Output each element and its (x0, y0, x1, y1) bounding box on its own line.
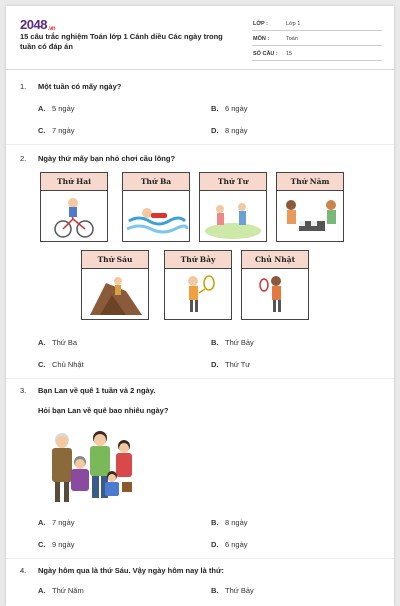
q4-option-a[interactable]: A. Thứ Năm (38, 586, 84, 595)
day-card-label: Thứ Hai (41, 173, 107, 191)
day-card-thursday (276, 172, 344, 242)
q3-option-d[interactable]: D. 6 ngày (211, 540, 248, 549)
q1-option-d[interactable]: D. 8 ngày (211, 126, 248, 135)
climbing-icon (82, 269, 148, 319)
q3-option-b[interactable]: B. 8 ngày (211, 518, 248, 527)
badminton-icon (242, 269, 308, 319)
swimming-icon (123, 191, 189, 241)
q2-option-b[interactable]: B. Thứ Bảy (211, 338, 254, 347)
day-card-label: Chủ Nhật (242, 251, 308, 269)
divider (6, 144, 394, 145)
q2-option-d[interactable]: D. Thứ Tư (211, 360, 251, 369)
worksheet-page (6, 6, 394, 606)
day-card-label: Thứ Ba (123, 173, 189, 191)
site-logo[interactable]: 2048.vn (20, 17, 56, 32)
day-card-label: Thứ Sáu (82, 251, 148, 269)
playing-outdoors-icon (200, 191, 266, 241)
question-1-title: 1. Một tuần có mấy ngày? (20, 82, 122, 91)
q2-option-c[interactable]: C. Chủ Nhật (38, 360, 84, 369)
meta-row-class: LỚP : Lớp 1 (252, 16, 382, 31)
q3-option-c[interactable]: C. 9 ngày (38, 540, 75, 549)
day-card-tuesday (122, 172, 190, 242)
day-card-saturday (164, 250, 232, 320)
day-card-sunday (241, 250, 309, 320)
tennis-icon (165, 269, 231, 319)
day-card-label: Thứ Tư (200, 173, 266, 191)
question-2-title: 2. Ngày thứ mấy bạn nhỏ chơi cầu lông? (20, 154, 176, 163)
day-card-wednesday (199, 172, 267, 242)
q3-option-a[interactable]: A. 7 ngày (38, 518, 75, 527)
meta-table (252, 16, 382, 61)
divider (6, 558, 394, 559)
family-illustration (44, 426, 140, 508)
cycling-icon (41, 191, 107, 241)
day-card-friday (81, 250, 149, 320)
meta-row-subject: MÔN : Toán (252, 31, 382, 46)
q4-option-b[interactable]: B. Thứ Bảy (211, 586, 254, 595)
worksheet-header (6, 6, 394, 70)
day-card-label: Thứ Năm (277, 173, 343, 191)
q1-option-b[interactable]: B. 6 ngày (211, 104, 248, 113)
document-title: 15 câu trắc nghiệm Toán lớp 1 Cánh diều Các ngày trong tuần có đáp án (20, 32, 223, 51)
meta-row-count: SỐ CÂU : 15 (252, 46, 382, 61)
q2-option-a[interactable]: A. Thứ Ba (38, 338, 78, 347)
question-4-title: 4. Ngày hôm qua là thứ Sáu. Vậy ngày hôm nay là thứ: (20, 566, 224, 575)
divider (6, 378, 394, 379)
q1-option-c[interactable]: C. 7 ngày (38, 126, 75, 135)
day-card-monday (40, 172, 108, 242)
question-3-subtext: Hỏi bạn Lan về quê bao nhiêu ngày? (38, 406, 169, 415)
day-card-label: Thứ Bảy (165, 251, 231, 269)
q1-option-a[interactable]: A. 5 ngày (38, 104, 75, 113)
chess-icon (277, 191, 343, 241)
question-3-title: 3. Bạn Lan về quê 1 tuần và 2 ngày. (20, 386, 156, 395)
